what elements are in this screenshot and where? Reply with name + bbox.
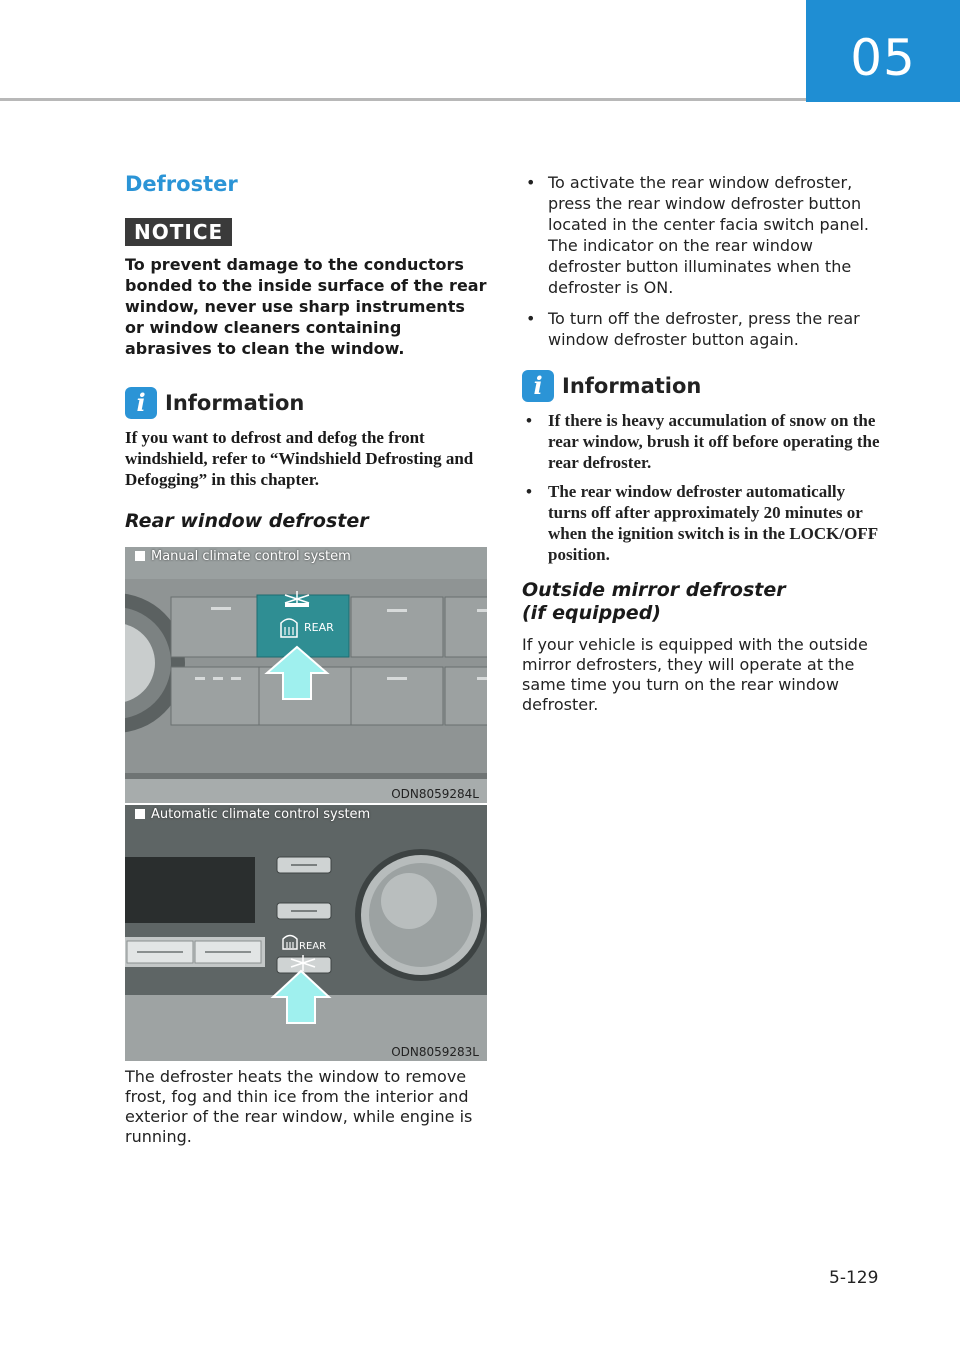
auto-climate-figure	[125, 805, 487, 1061]
mirror-defroster-description: If your vehicle is equipped with the outside mirror defrosters, they will operate at the same time you turn on the rear window defroster.	[522, 635, 868, 714]
header-rule	[0, 98, 806, 101]
information-title: Information	[562, 374, 702, 398]
list-item: • To turn off the defroster, press the rear window defroster button again.	[522, 308, 888, 350]
defroster-description: The defroster heats the window to remove frost, fog and thin ice from the interior and exterior of the rear window, while engine is running.	[125, 1067, 473, 1146]
mirror-defroster-title	[522, 579, 888, 625]
information-icon: i	[522, 370, 554, 402]
chapter-tab: 05	[806, 0, 960, 102]
list-item: • The rear window defroster automatically turns off after approximately 20 minutes or when the ignition switch is in the LOCK/OFF position.	[522, 481, 888, 565]
auto-figure-code: ODN8059283L	[391, 1045, 479, 1059]
manual-climate-figure	[125, 547, 487, 803]
notice-text: To prevent damage to the conductors bonded to the inside surface of the rear window, never use sharp instruments or window cleaners containing abrasives to clean the window.	[125, 255, 487, 358]
notice-badge: NOTICE	[125, 218, 232, 246]
mirror-title-line1: Outside mirror defroster	[522, 579, 786, 601]
auto-climate-illustration	[125, 805, 487, 1061]
information-icon: i	[125, 387, 157, 419]
information-heading-right	[522, 370, 888, 402]
manual-rear-button-label: REAR	[304, 621, 334, 634]
section-title: Defroster	[125, 172, 238, 196]
right-column	[522, 172, 888, 715]
list-item: • If there is heavy accumulation of snow on the rear window, brush it off before operating the rear defroster.	[522, 410, 888, 473]
information-list	[522, 410, 888, 565]
manual-figure-label: Manual climate control system	[135, 549, 351, 564]
left-column	[125, 172, 487, 1147]
mirror-title-line2: (if equipped)	[522, 602, 661, 624]
auto-rear-button-label: REAR	[299, 941, 327, 952]
manual-climate-illustration	[125, 547, 487, 803]
list-item: • To activate the rear window defroster, press the rear window defroster button located in the center facia switch panel. The indicator on the rear window defroster button illuminates when the defroster is ON.	[522, 172, 888, 298]
manual-figure-code: ODN8059284L	[391, 787, 479, 801]
page-number: 5-129	[829, 1268, 879, 1288]
defroster-steps	[522, 172, 888, 350]
information-text: If you want to defrost and defog the front windshield, refer to “Windshield Defrosting and Defogging” in this chapter.	[125, 428, 474, 489]
rear-defroster-title: Rear window defroster	[125, 510, 369, 532]
information-heading	[125, 387, 487, 419]
information-title: Information	[165, 391, 305, 415]
auto-figure-label: Automatic climate control system	[135, 807, 370, 822]
